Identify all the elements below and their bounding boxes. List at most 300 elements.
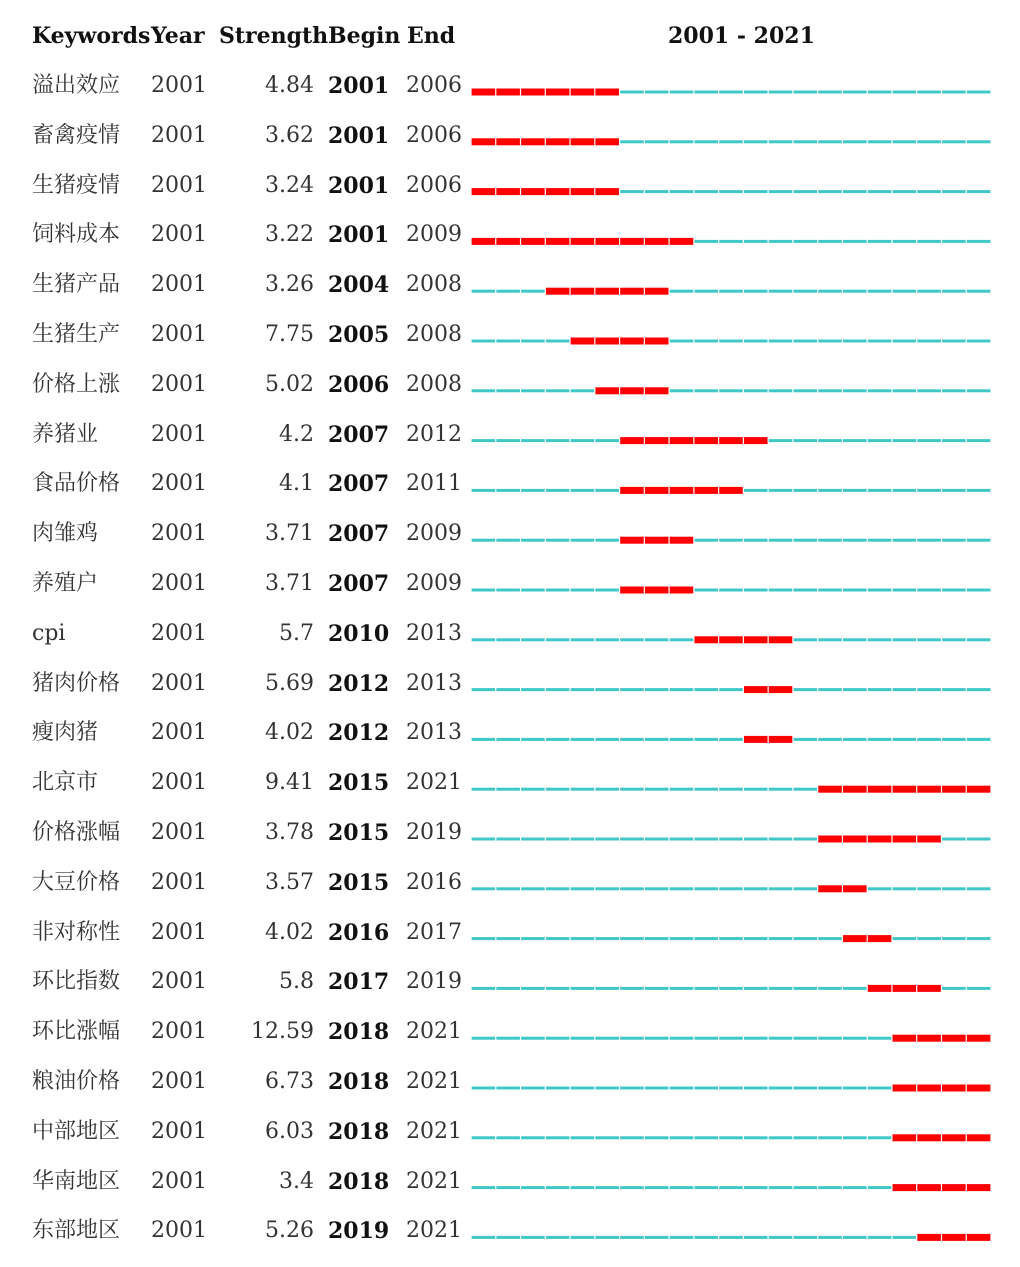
timeline-segment: [843, 539, 867, 542]
timeline-segment: [794, 190, 818, 193]
burst-segment: [571, 188, 595, 195]
timeline-segment: [670, 190, 694, 193]
burst-segment: [942, 1184, 966, 1191]
timeline-segment: [496, 439, 520, 442]
timeline-segment: [472, 638, 496, 641]
burst-segment: [521, 188, 545, 195]
timeline-segment: [967, 987, 991, 990]
strength-cell: 6.03: [265, 1118, 314, 1144]
strength-cell: 3.22: [265, 222, 314, 248]
year-cell: 2001: [151, 571, 207, 596]
year-cell: 2001: [151, 122, 207, 148]
timeline-segment: [744, 539, 768, 542]
burst-segment: [893, 985, 917, 992]
timeline-segment: [917, 539, 941, 542]
strength-cell: 4.02: [265, 919, 314, 945]
begin-cell: 2004: [328, 272, 390, 299]
burst-segment: [595, 138, 619, 145]
timeline-segment: [719, 1037, 743, 1040]
timeline-segment: [670, 788, 694, 791]
timeline-segment: [967, 887, 991, 890]
end-cell: 2021: [406, 1218, 462, 1244]
burst-segment: [645, 487, 669, 494]
timeline-segment: [571, 539, 595, 542]
timeline-segment: [546, 439, 570, 442]
timeline-segment: [694, 539, 718, 542]
timeline-segment: [719, 838, 743, 841]
timeline-segment: [521, 290, 545, 293]
timeline-segment: [472, 838, 496, 841]
burst-segment: [595, 387, 619, 394]
timeline-segment: [868, 140, 892, 143]
keyword-cell: 肉雏鸡: [32, 521, 99, 547]
timeline-segment: [744, 1087, 768, 1090]
timeline-segment: [868, 1037, 892, 1040]
timeline-segment: [496, 539, 520, 542]
year-cell: 2001: [151, 720, 207, 746]
timeline-segment: [794, 1236, 818, 1239]
timeline-segment: [645, 1236, 669, 1239]
timeline-segment: [595, 1037, 619, 1040]
burst-segment: [694, 636, 718, 643]
burst-segment: [769, 686, 793, 693]
timeline-segment: [769, 1186, 793, 1189]
strength-cell: 5.7: [279, 620, 314, 646]
begin-cell: 2001: [328, 222, 390, 249]
burst-segment: [893, 786, 917, 793]
strength-cell: 3.26: [265, 272, 314, 298]
year-cell: 2001: [151, 820, 207, 845]
timeline-segment: [917, 489, 941, 492]
burst-segment: [917, 1035, 941, 1042]
timeline-segment: [645, 887, 669, 890]
timeline-segment: [942, 489, 966, 492]
keyword-cell: 环比涨幅: [32, 1019, 121, 1045]
burst-segment: [744, 736, 768, 743]
timeline-segment: [917, 340, 941, 343]
timeline-segment: [472, 1186, 496, 1189]
timeline-segment: [893, 638, 917, 641]
timeline-segment: [967, 688, 991, 691]
burst-segment: [942, 786, 966, 793]
timeline-segment: [571, 1186, 595, 1189]
begin-cell: 2007: [328, 571, 390, 597]
timeline-segment: [472, 489, 496, 492]
timeline-segment: [620, 937, 644, 940]
timeline-segment: [571, 1037, 595, 1040]
begin-cell: 2017: [328, 969, 390, 996]
keyword-cell: 大豆价格: [32, 869, 121, 895]
timeline-segment: [818, 1186, 842, 1189]
burst-segment: [818, 836, 842, 843]
timeline-segment: [546, 688, 570, 691]
timeline-segment: [694, 1087, 718, 1090]
burst-segment: [967, 1234, 991, 1241]
timeline-segment: [595, 887, 619, 890]
keyword-cell: 养猪业: [32, 421, 99, 447]
burst-segment: [967, 1134, 991, 1141]
timeline-segment: [843, 91, 867, 94]
timeline-segment: [868, 1136, 892, 1139]
keyword-cell: 价格涨幅: [32, 820, 121, 845]
timeline-segment: [670, 1186, 694, 1189]
timeline-segment: [843, 987, 867, 990]
timeline-segment: [645, 190, 669, 193]
year-cell: 2001: [151, 670, 207, 696]
end-cell: 2019: [406, 969, 462, 995]
timeline-segment: [719, 91, 743, 94]
timeline-segment: [744, 887, 768, 890]
begin-cell: 2019: [328, 1218, 390, 1245]
end-cell: 2016: [406, 869, 462, 895]
timeline-segment: [496, 688, 520, 691]
burst-segment: [843, 836, 867, 843]
timeline-segment: [942, 987, 966, 990]
timeline-segment: [794, 489, 818, 492]
timeline-segment: [719, 240, 743, 243]
timeline-segment: [917, 290, 941, 293]
timeline-segment: [571, 589, 595, 592]
burst-segment: [917, 1184, 941, 1191]
timeline-segment: [868, 1236, 892, 1239]
burst-segment: [942, 1035, 966, 1042]
year-cell: 2001: [151, 869, 207, 895]
timeline-segment: [645, 688, 669, 691]
timeline-segment: [719, 140, 743, 143]
keyword-cell: 环比指数: [32, 969, 121, 995]
timeline-segment: [868, 190, 892, 193]
burst-segment: [818, 885, 842, 892]
year-cell: 2001: [151, 1118, 207, 1144]
timeline-segment: [694, 240, 718, 243]
timeline-segment: [571, 439, 595, 442]
timeline-segment: [521, 389, 545, 392]
timeline-segment: [620, 140, 644, 143]
timeline-segment: [472, 937, 496, 940]
timeline-segment: [521, 788, 545, 791]
keyword-cell: 食品价格: [32, 471, 121, 497]
end-cell: 2008: [406, 371, 462, 397]
burst-segment: [620, 288, 644, 295]
begin-cell: 2001: [328, 73, 390, 99]
burst-segment: [694, 437, 718, 444]
timeline-segment: [521, 589, 545, 592]
end-cell: 2009: [406, 222, 462, 248]
timeline-segment: [496, 987, 520, 990]
timeline-segment: [694, 190, 718, 193]
timeline-segment: [472, 788, 496, 791]
timeline-segment: [843, 1186, 867, 1189]
end-cell: 2006: [406, 172, 462, 198]
timeline-segment: [942, 838, 966, 841]
keyword-cell: 价格上涨: [32, 371, 121, 397]
burst-segment: [620, 487, 644, 494]
strength-cell: 9.41: [265, 770, 314, 796]
timeline-segment: [744, 937, 768, 940]
timeline-segment: [744, 91, 768, 94]
timeline-segment: [744, 838, 768, 841]
timeline-segment: [967, 738, 991, 741]
timeline-segment: [868, 340, 892, 343]
timeline-segment: [719, 190, 743, 193]
strength-cell: 3.57: [265, 869, 314, 895]
timeline-segment: [620, 1087, 644, 1090]
year-cell: 2001: [151, 620, 207, 646]
timeline-segment: [496, 589, 520, 592]
burst-segment: [546, 188, 570, 195]
timeline-segment: [744, 589, 768, 592]
timeline-segment: [719, 539, 743, 542]
timeline-segment: [893, 589, 917, 592]
timeline-segment: [521, 489, 545, 492]
timeline-segment: [496, 1236, 520, 1239]
begin-cell: 2006: [328, 371, 390, 398]
timeline-segment: [917, 140, 941, 143]
timeline-segment: [818, 539, 842, 542]
timeline-segment: [472, 1136, 496, 1139]
timeline-segment: [794, 788, 818, 791]
year-cell: 2001: [151, 521, 207, 547]
timeline-segment: [818, 290, 842, 293]
timeline-segment: [719, 788, 743, 791]
timeline-segment: [694, 987, 718, 990]
strength-cell: 5.02: [265, 371, 314, 397]
timeline-segment: [571, 1236, 595, 1239]
timeline-segment: [794, 688, 818, 691]
burst-segment: [917, 1234, 941, 1241]
timeline-segment: [744, 987, 768, 990]
end-cell: 2021: [406, 1118, 462, 1144]
timeline-segment: [521, 738, 545, 741]
timeline-segment: [917, 937, 941, 940]
year-cell: 2001: [151, 1168, 207, 1194]
timeline-segment: [670, 340, 694, 343]
timeline-segment: [868, 539, 892, 542]
timeline-segment: [967, 638, 991, 641]
timeline-segment: [719, 688, 743, 691]
timeline-segment: [472, 439, 496, 442]
year-cell: 2001: [151, 272, 207, 298]
timeline-segment: [843, 340, 867, 343]
end-cell: 2006: [406, 73, 462, 98]
timeline-segment: [868, 489, 892, 492]
timeline-segment: [818, 439, 842, 442]
burst-segment: [670, 238, 694, 245]
timeline-segment: [868, 389, 892, 392]
burst-segment: [843, 885, 867, 892]
strength-cell: 3.71: [265, 521, 314, 547]
burst-segment: [620, 387, 644, 394]
timeline-segment: [967, 589, 991, 592]
timeline-segment: [670, 887, 694, 890]
timeline-segment: [546, 937, 570, 940]
year-cell: 2001: [151, 371, 207, 397]
timeline-segment: [472, 539, 496, 542]
timeline-segment: [794, 240, 818, 243]
burst-segment: [868, 985, 892, 992]
timeline-segment: [595, 589, 619, 592]
timeline-segment: [496, 1136, 520, 1139]
timeline-segment: [917, 638, 941, 641]
timeline-segment: [967, 340, 991, 343]
burst-segment: [620, 238, 644, 245]
timeline-segment: [818, 489, 842, 492]
timeline-segment: [546, 1136, 570, 1139]
timeline-segment: [472, 987, 496, 990]
begin-cell: 2015: [328, 869, 390, 896]
timeline-segment: [719, 738, 743, 741]
keyword-cell: 东部地区: [32, 1218, 121, 1244]
end-cell: 2013: [406, 620, 462, 646]
timeline-segment: [843, 638, 867, 641]
timeline-segment: [744, 1186, 768, 1189]
timeline-segment: [670, 738, 694, 741]
timeline-segment: [694, 91, 718, 94]
burst-segment: [645, 437, 669, 444]
timeline-segment: [967, 190, 991, 193]
timeline-segment: [571, 738, 595, 741]
timeline-segment: [719, 987, 743, 990]
timeline-segment: [620, 1186, 644, 1189]
burst-segment: [917, 985, 941, 992]
burst-segment: [620, 537, 644, 544]
timeline-segment: [942, 389, 966, 392]
burst-segment: [942, 1234, 966, 1241]
timeline-segment: [868, 439, 892, 442]
timeline-segment: [818, 1087, 842, 1090]
timeline-segment: [794, 439, 818, 442]
timeline-segment: [620, 887, 644, 890]
timeline-segment: [595, 1186, 619, 1189]
timeline-segment: [546, 539, 570, 542]
timeline-segment: [595, 838, 619, 841]
burst-segment: [496, 188, 520, 195]
timeline-segment: [818, 738, 842, 741]
burst-segment: [744, 636, 768, 643]
timeline-segment: [571, 1136, 595, 1139]
end-cell: 2008: [406, 272, 462, 298]
burst-segment: [917, 1134, 941, 1141]
timeline-segment: [843, 688, 867, 691]
timeline-segment: [620, 987, 644, 990]
timeline-segment: [843, 489, 867, 492]
timeline-segment: [744, 190, 768, 193]
timeline-segment: [967, 389, 991, 392]
keyword-cell: 华南地区: [32, 1168, 121, 1194]
keyword-cell: 生猪生产: [32, 322, 121, 347]
burst-segment: [521, 89, 545, 96]
timeline-segment: [843, 190, 867, 193]
burst-segment: [472, 89, 496, 96]
timeline-segment: [967, 240, 991, 243]
timeline-segment: [843, 290, 867, 293]
timeline-segment: [868, 738, 892, 741]
timeline-segment: [719, 1236, 743, 1239]
begin-cell: 2007: [328, 471, 390, 498]
timeline-segment: [620, 1236, 644, 1239]
timeline-segment: [868, 589, 892, 592]
timeline-segment: [521, 1037, 545, 1040]
timeline-segment: [496, 290, 520, 293]
burst-segment: [893, 1085, 917, 1092]
burst-segment: [942, 1134, 966, 1141]
burst-segment: [571, 89, 595, 96]
burst-segment: [967, 1085, 991, 1092]
timeline-segment: [546, 389, 570, 392]
strength-cell: 4.02: [265, 720, 314, 746]
burst-segment: [546, 238, 570, 245]
year-cell: 2001: [151, 222, 207, 248]
timeline-segment: [694, 738, 718, 741]
timeline-segment: [620, 638, 644, 641]
timeline-segment: [917, 887, 941, 890]
burst-segment: [670, 437, 694, 444]
burst-segment: [744, 437, 768, 444]
burst-segment: [670, 487, 694, 494]
timeline-segment: [521, 340, 545, 343]
timeline-segment: [843, 1087, 867, 1090]
timeline-segment: [744, 788, 768, 791]
timeline-segment: [546, 987, 570, 990]
timeline-segment: [546, 589, 570, 592]
timeline-segment: [843, 140, 867, 143]
timeline-segment: [893, 738, 917, 741]
burst-segment: [620, 437, 644, 444]
year-cell: 2001: [151, 73, 207, 98]
timeline-segment: [868, 1087, 892, 1090]
burst-segment: [868, 935, 892, 942]
keyword-cell: 非对称性: [32, 919, 121, 945]
end-cell: 2006: [406, 122, 462, 148]
end-cell: 2021: [406, 1069, 462, 1094]
burst-segment: [719, 487, 743, 494]
timeline-segment: [719, 340, 743, 343]
timeline-segment: [868, 240, 892, 243]
year-cell: 2001: [151, 471, 207, 497]
timeline-segment: [645, 1037, 669, 1040]
begin-cell: 2015: [328, 770, 390, 797]
timeline-segment: [496, 638, 520, 641]
timeline-segment: [769, 539, 793, 542]
timeline-segment: [521, 688, 545, 691]
timeline-segment: [744, 1037, 768, 1040]
timeline-segment: [769, 439, 793, 442]
timeline-segment: [595, 987, 619, 990]
burst-segment: [595, 188, 619, 195]
timeline-segment: [967, 91, 991, 94]
year-cell: 2001: [151, 421, 207, 447]
timeline-segment: [719, 1087, 743, 1090]
year-cell: 2001: [151, 919, 207, 945]
timeline-segment: [719, 1186, 743, 1189]
timeline-segment: [719, 887, 743, 890]
keyword-cell: 北京市: [32, 770, 99, 796]
timeline-segment: [769, 987, 793, 990]
end-cell: 2013: [406, 670, 462, 696]
year-cell: 2001: [151, 770, 207, 796]
timeline-segment: [546, 1087, 570, 1090]
timeline-segment: [769, 489, 793, 492]
timeline-segment: [496, 340, 520, 343]
timeline-segment: [917, 190, 941, 193]
timeline-segment: [769, 887, 793, 890]
timeline-segment: [620, 1136, 644, 1139]
timeline-segment: [472, 887, 496, 890]
burst-segment: [893, 836, 917, 843]
timeline-segment: [967, 140, 991, 143]
timeline-segment: [893, 91, 917, 94]
timeline-segment: [893, 439, 917, 442]
